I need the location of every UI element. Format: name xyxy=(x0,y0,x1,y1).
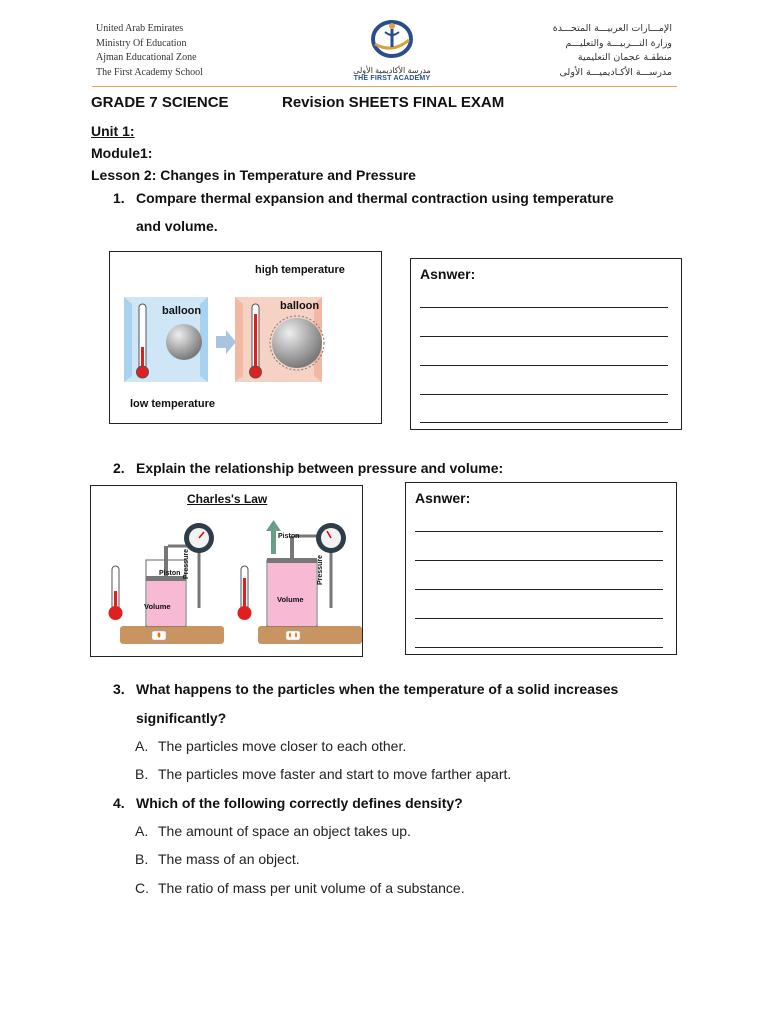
question-text: significantly? xyxy=(136,710,227,726)
answer-line xyxy=(420,365,668,366)
school-logo xyxy=(352,18,432,84)
high-temperature-label: high temperature xyxy=(255,264,345,276)
option-text[interactable]: The particles move faster and start to move farther apart. xyxy=(158,766,512,782)
question-number: 1. xyxy=(113,190,125,206)
answer-line xyxy=(420,307,668,308)
answer-label: Asnwer: xyxy=(420,266,476,282)
option-letter: A. xyxy=(135,823,149,839)
school-emblem-icon xyxy=(367,18,417,60)
answer-line xyxy=(420,394,668,395)
header-line: الإمـــارات العربيـــة المتحـــدة xyxy=(552,23,672,34)
volume-label: Volume xyxy=(144,602,171,611)
low-temperature-label: low temperature xyxy=(130,398,215,410)
logo-arabic-text: مدرسة الأكاديمية الأولى xyxy=(353,66,431,75)
option-letter: C. xyxy=(135,880,149,896)
question-number: 2. xyxy=(113,460,125,476)
answer-line xyxy=(415,560,663,561)
exam-title: Revision SHEETS FINAL EXAM xyxy=(282,94,505,111)
charles-law-figure xyxy=(90,485,363,657)
option-letter: B. xyxy=(135,851,149,867)
balloon-label: balloon xyxy=(162,305,202,317)
header-line: وزارة التـــربيـــة والتعليـــم xyxy=(565,37,672,49)
question-text: Compare thermal expansion and thermal contraction using temperature xyxy=(136,190,614,206)
question-number: 3. xyxy=(113,681,125,697)
pressure-label: Pressure xyxy=(317,555,324,585)
answer-line xyxy=(415,589,663,590)
header-line: منطقـة عجمان التعليمية xyxy=(577,52,672,63)
thermal-expansion-figure xyxy=(109,251,382,424)
header-line: The First Academy School xyxy=(96,66,203,78)
question-text: What happens to the particles when the temperature of a solid increases xyxy=(136,681,619,697)
logo-english-text: THE FIRST ACADEMY xyxy=(353,75,431,82)
option-text[interactable]: The mass of an object. xyxy=(158,851,300,867)
question-text: Explain the relationship between pressure and volume: xyxy=(136,460,504,476)
answer-line xyxy=(415,618,663,619)
question-number: 4. xyxy=(113,795,125,811)
answer-line xyxy=(420,422,668,423)
answer-line xyxy=(420,336,668,337)
header-line: مدرســـة الأكـاديميـــة الأولى xyxy=(559,66,672,78)
figure-title: Charles's Law xyxy=(187,492,268,506)
answer-line xyxy=(415,531,663,532)
lesson-heading: Lesson 2: Changes in Temperature and Pressure xyxy=(91,167,416,183)
answer-box[interactable] xyxy=(410,258,682,430)
header-english xyxy=(96,22,203,80)
header-line: Ajman Educational Zone xyxy=(96,52,197,63)
option-text[interactable]: The amount of space an object takes up. xyxy=(158,823,411,839)
question-text: Which of the following correctly defines density? xyxy=(136,795,463,811)
unit-heading: Unit 1: xyxy=(91,123,135,139)
header-arabic xyxy=(553,22,672,80)
answer-box[interactable] xyxy=(405,482,677,655)
pressure-label: Pressure xyxy=(183,549,190,579)
header-line: Ministry Of Education xyxy=(96,37,187,49)
header-divider xyxy=(92,86,677,87)
answer-label: Asnwer: xyxy=(415,490,471,506)
module-heading: Module1: xyxy=(91,145,153,161)
header-line: United Arab Emirates xyxy=(96,23,184,34)
option-letter: B. xyxy=(135,766,149,782)
volume-label: Volume xyxy=(277,595,304,604)
question-text: and volume. xyxy=(136,218,218,234)
answer-line xyxy=(415,647,663,648)
piston-label: Piston xyxy=(278,533,300,540)
balloon-label: balloon xyxy=(280,300,320,312)
option-text[interactable]: The particles move closer to each other. xyxy=(158,738,407,754)
option-letter: A. xyxy=(135,738,149,754)
subject-title: GRADE 7 SCIENCE xyxy=(91,94,229,111)
piston-label: Piston xyxy=(159,570,181,577)
option-text[interactable]: The ratio of mass per unit volume of a substance. xyxy=(158,880,465,896)
